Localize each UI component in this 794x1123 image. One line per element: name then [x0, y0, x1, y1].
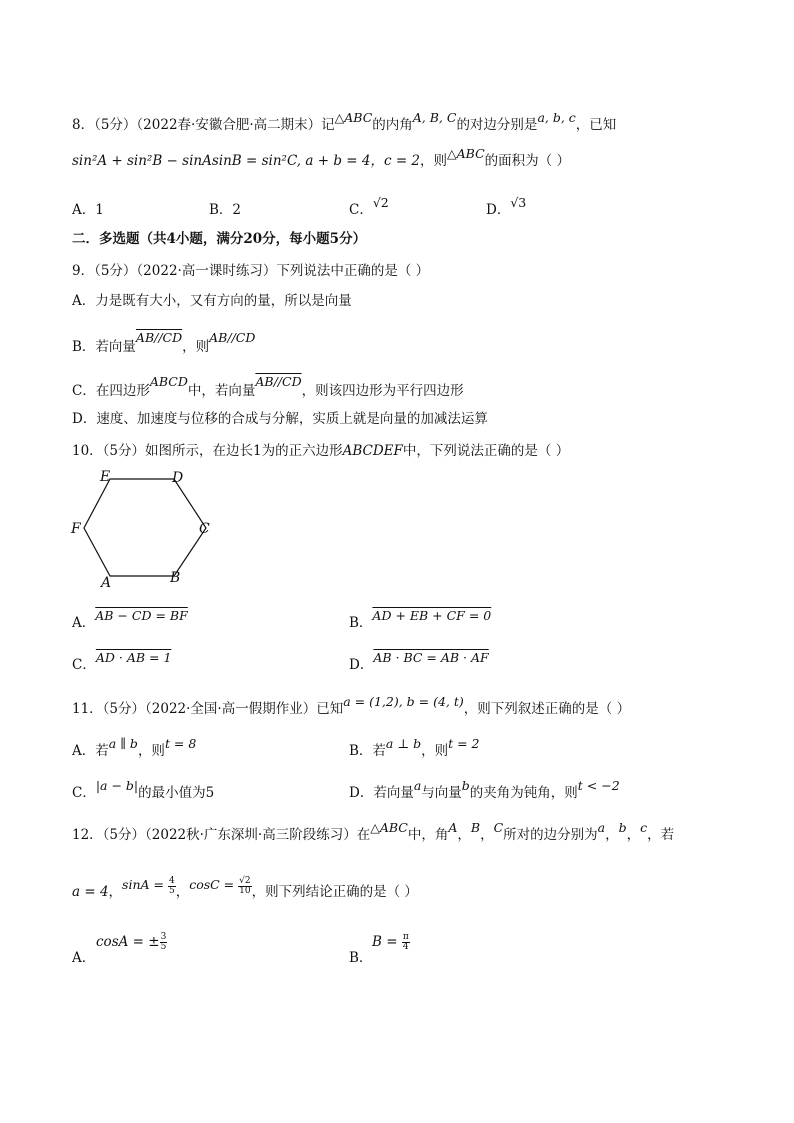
q12-text: 中，角	[407, 827, 449, 843]
vector-definition: a = (1,2), b = (4, t)	[343, 694, 464, 709]
option-text: D．	[486, 202, 511, 218]
side-c: c	[640, 820, 648, 835]
hexagon-name: ABCDEF	[342, 443, 403, 459]
denominator: 5	[168, 886, 175, 896]
option-text: C．	[72, 785, 96, 801]
angle-b: B	[470, 820, 481, 835]
q12-option-b-expr	[372, 933, 410, 952]
q8-formula: sin²A + sin²B − sinAsinB = sin²C, a + b = 4	[72, 153, 371, 169]
a-value: a = 4	[72, 884, 109, 900]
q10-option-d	[349, 650, 489, 674]
option-text: ，则	[182, 339, 210, 355]
B-expression: B =	[372, 934, 402, 950]
q10-text: 中，下列说法正确的是（ ）	[402, 443, 570, 459]
separator: ，	[605, 827, 619, 843]
option-text: C．	[349, 202, 373, 218]
q8-text: ，已知	[575, 117, 617, 133]
triangle-name: ABC	[379, 820, 408, 835]
q11-option-b	[349, 736, 480, 760]
q8-text: ，则	[420, 153, 448, 169]
denominator: 10	[239, 886, 251, 896]
option-text: B．若	[349, 743, 386, 759]
sinA-expression: sinA =	[122, 877, 168, 892]
q10-stem	[72, 442, 569, 460]
option-condition: a ⊥ b	[385, 736, 422, 751]
vertex-label-d: D	[172, 470, 184, 486]
q8-sides: a, b, c	[537, 110, 576, 125]
cosA-fraction	[160, 933, 168, 952]
option-text: ，则	[421, 743, 449, 759]
option-value: √3	[510, 195, 527, 210]
triangle-symbol: △	[447, 146, 457, 161]
q8-option-b	[209, 201, 241, 219]
triangle-name: ABC	[456, 146, 485, 161]
hexagon-figure	[68, 464, 218, 592]
option-text: B．	[349, 615, 373, 631]
option-result: t = 2	[448, 736, 480, 751]
B-fraction	[402, 933, 410, 952]
q8-option-c	[349, 195, 389, 219]
option-condition: a ∥ b	[108, 736, 138, 751]
option-text: A．1	[72, 202, 104, 218]
triangle-symbol: △	[370, 820, 380, 835]
q12-option-a-expr	[96, 933, 167, 952]
q12-text: 所对的边分别为	[503, 827, 598, 843]
q12-stem-line1	[72, 820, 675, 844]
q8-option-d	[486, 195, 527, 219]
q10-option-a	[72, 608, 188, 632]
option-result: t = 8	[164, 736, 197, 751]
q9-stem: 9．（5分）（2022·高一课时练习）下列说法中正确的是（ ）	[72, 263, 430, 279]
vector-expression: AD + EB + CF = 0	[372, 608, 492, 623]
separator: ，	[108, 884, 123, 900]
option-text: C．在四边形	[72, 383, 150, 399]
q11-option-c	[72, 778, 215, 802]
vector-b: b	[461, 778, 470, 793]
vertex-label-c: C	[199, 521, 210, 537]
separator: ，	[626, 827, 641, 843]
q11-stem	[72, 694, 631, 718]
cosA-expression: cosA = ±	[96, 934, 160, 950]
numerator: √2	[239, 876, 251, 886]
option-expression: |a − b|	[95, 778, 139, 793]
separator: ，	[480, 827, 494, 843]
q8-text: 的对边分别是	[456, 117, 538, 133]
q12-text: 12．（5分）（2022秋·广东深圳·高三阶段练习）在	[72, 827, 371, 843]
numerator: π	[402, 932, 409, 942]
option-text: 与向量	[421, 785, 462, 801]
denominator: 4	[402, 942, 409, 952]
cosC-fraction	[238, 877, 251, 896]
vector-expression: AB//CD	[135, 330, 183, 345]
side-b: b	[618, 820, 627, 835]
q11-text: 11．（5分）（2022·全国·高一假期作业）已知	[72, 701, 344, 717]
q12-option-a: A．	[72, 950, 96, 966]
separator: ，	[457, 827, 471, 843]
q8-text: 的面积为（ ）	[484, 153, 570, 169]
sinA-fraction	[168, 877, 176, 896]
q9-option-d: D．速度、加速度与位移的合成与分解，实质上就是向量的加减法运算	[72, 411, 488, 427]
option-value: √2	[372, 195, 389, 210]
q11-option-d	[349, 778, 620, 802]
option-text: B．若向量	[72, 339, 136, 355]
hexagon-shape	[84, 479, 206, 576]
q8-text: 的内角	[372, 117, 413, 133]
q9-option-c	[72, 374, 464, 400]
vector-expression: AD · AB = 1	[95, 650, 172, 665]
vertex-label-f: F	[71, 521, 81, 537]
denominator: 5	[160, 942, 167, 952]
vertex-label-b: B	[170, 570, 181, 586]
option-text: ，则该四边形为平行四边形	[301, 383, 464, 399]
option-text: ，则	[137, 743, 165, 759]
option-text: 的最小值为5	[138, 785, 215, 801]
q12-text: ，则下列结论正确的是（ ）	[251, 884, 418, 900]
triangle-name: ABC	[344, 110, 373, 125]
option-text: 的夹角为钝角，则	[469, 785, 578, 801]
option-text: A．	[72, 615, 96, 631]
q8-c-value: ，c = 2	[370, 153, 421, 169]
vector-expression: AB − CD = BF	[95, 608, 188, 623]
q8-option-a	[72, 201, 104, 219]
vector-a: a	[413, 778, 422, 793]
numerator: 4	[168, 876, 175, 886]
triangle-symbol: △	[334, 110, 345, 125]
vector-expression: AB//CD	[255, 374, 302, 389]
q8-angles: A, B, C	[412, 110, 457, 125]
option-result: t < −2	[577, 778, 620, 793]
q10-text: 10．（5分）如图所示，在边长1为的正六边形	[72, 443, 343, 459]
q11-text: ，则下列叙述正确的是（ ）	[463, 701, 631, 717]
numerator: 3	[160, 932, 167, 942]
option-text: D．若向量	[349, 785, 414, 801]
option-text: A．若	[72, 743, 109, 759]
vector-expression: AB//CD	[209, 330, 256, 345]
q11-option-a	[72, 736, 197, 760]
option-text: D．	[349, 657, 374, 673]
separator: ，	[175, 884, 190, 900]
q10-option-c	[72, 650, 172, 674]
q12-text: ，若	[647, 827, 675, 843]
q8-number: 8．（5分）（2022春·安徽合肥·高二期末）记	[72, 117, 335, 133]
side-a: a	[597, 820, 606, 835]
angle-c: C	[493, 820, 504, 835]
option-text: C．	[72, 657, 96, 673]
option-text: 中，若向量	[187, 383, 256, 399]
q12-option-b: B．	[349, 950, 373, 966]
q8-stem-line1	[72, 110, 617, 134]
q12-stem-line2	[72, 876, 418, 902]
q9-option-b	[72, 330, 256, 356]
vector-expression: AB · BC = AB · AF	[373, 650, 489, 665]
q9-option-a: A．力是既有大小，又有方向的量，所以是向量	[72, 293, 352, 309]
vertex-label-a: A	[101, 575, 112, 591]
option-text: B．2	[209, 202, 242, 218]
cosC-expression: cosC =	[189, 877, 239, 892]
vertex-label-e: E	[100, 469, 111, 485]
quadrilateral-name: ABCD	[149, 374, 188, 389]
section-heading: 二．多选题（共4小题，满分20分，每小题5分）	[72, 231, 367, 247]
q8-stem-line2	[72, 146, 570, 170]
q10-option-b	[349, 608, 492, 632]
angle-a: A	[448, 820, 458, 835]
